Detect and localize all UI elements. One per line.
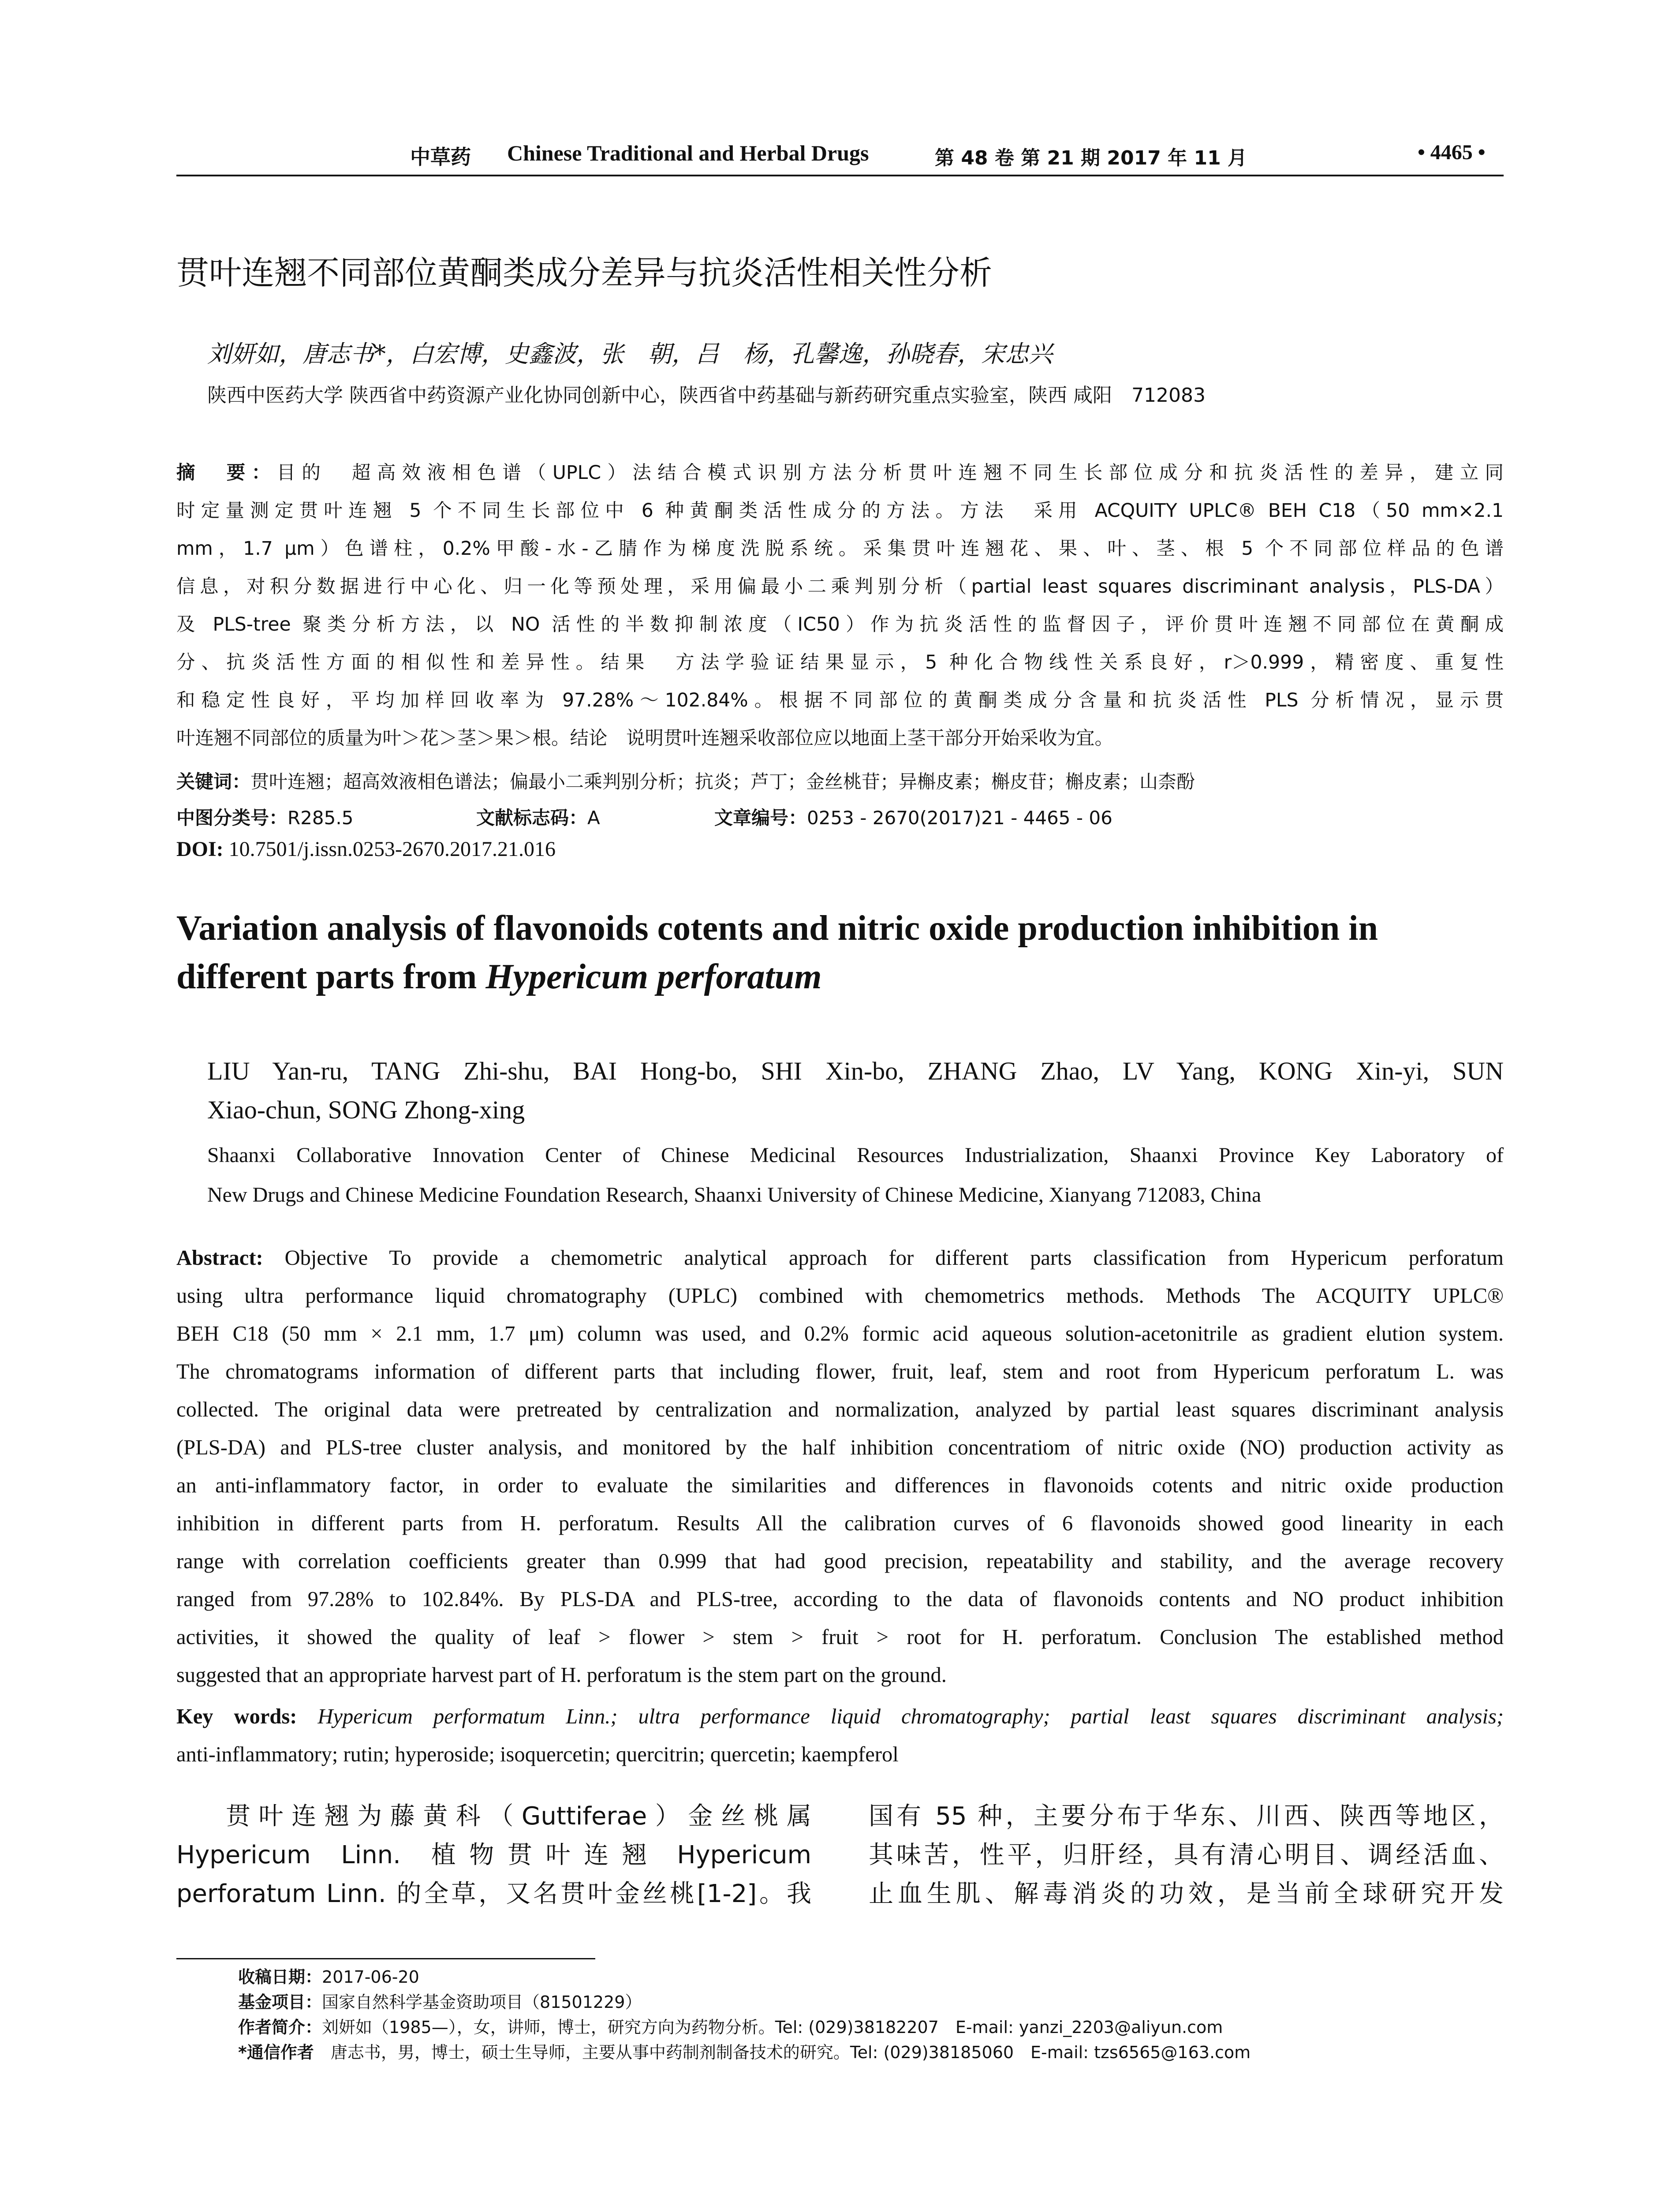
abstract-en-line: suggested that an appropriate harvest part of H. perforatum is the stem part on the ground. xyxy=(176,1663,947,1687)
abstract-cn-line: 及 PLS-tree 聚类分析方法，以 NO 活性的半数抑制浓度（IC50）作为抗炎活性的监督因子，评价贯叶连翘不同部位在黄酮成 xyxy=(176,614,1504,635)
body-line: Hypericum Linn. 植 物 贯 叶 连 翘 Hypericum xyxy=(176,1841,811,1869)
footnote-received: 收稿日期：2017-06-20 xyxy=(238,1967,419,1987)
abstract-en-line: inhibition in different parts from H. perforatum. Results All the calibration curves of 6 flavonoids showed good linearity in each xyxy=(176,1512,1504,1535)
footnote-rule xyxy=(176,1958,595,1959)
document-code: 文献标志码：A xyxy=(476,807,600,829)
affiliation-en: Shaanxi Collaborative Innovation Center of Chinese Medicinal Resources Industrialization, Shaanxi Province Key Laboratory of New Drugs and Chinese Medicine Foundation Research, Shaanxi University of Chinese Medicine, Xianyang 712083, China xyxy=(207,1144,1504,1207)
journal-name-cn: 中草药 xyxy=(410,145,471,169)
body-column-right xyxy=(869,1797,1504,1913)
abstract-cn-line: 分、抗炎活性方面的相似性和差异性。结果 方法学验证结果显示，5 种化合物线性关系良好，r＞0.999，精密度、重复性 xyxy=(176,652,1504,673)
body-line: perforatum Linn. 的全草，又名贯叶金丝桃[1-2]。我 xyxy=(176,1880,811,1908)
keywords-en: Key words: Hypericum performatum Linn.; ultra performance liquid chromatography; partial least squares discriminant analysis; anti-inflammatory; rutin; hyperoside; isoquercetin; quercitrin; quercetin; kaempferol xyxy=(176,1705,1504,1766)
abstract-cn xyxy=(176,454,1504,758)
abstract-en-line: collected. The original data were pretreated by centralization and normalization, analyzed by partial least squares discriminant analysis xyxy=(176,1398,1504,1421)
body-line: 其味苦，性平，归肝经，具有清心明目、调经活血、 xyxy=(869,1841,1504,1869)
abstract-en-line: ranged from 97.28% to 102.84%. By PLS-DA and PLS-tree, according to the data of flavonoids contents and NO product inhibition xyxy=(176,1588,1504,1611)
abstract-cn-line: mm，1.7 μm）色谱柱，0.2%甲酸-水-乙腈作为梯度洗脱系统。采集贯叶连翘花、果、叶、茎、根 5 个不同部位样品的色谱 xyxy=(176,538,1504,560)
footnotes xyxy=(238,1965,1251,2065)
abstract-en-line: an anti-inflammatory factor, in order to evaluate the similarities and differences in flavonoids cotents and nitric oxide production xyxy=(176,1474,1504,1497)
abstract-en-line: Abstract: Objective To provide a chemometric analytical approach for different parts classification from Hypericum perforatum xyxy=(176,1246,1504,1270)
abstract-cn-line: 信息，对积分数据进行中心化、归一化等预处理，采用偏最小二乘判别分析（partial least squares discriminant analysis，PLS-DA） xyxy=(176,576,1504,598)
abstract-cn-line: 摘 要：目的 超高效液相色谱（UPLC）法结合模式识别方法分析贯叶连翘不同生长部位成分和抗炎活性的差异，建立同 xyxy=(176,462,1504,484)
abstract-cn-label: 摘 要： xyxy=(176,462,277,484)
page-title-cn: 贯叶连翘不同部位黄酮类成分差异与抗炎活性相关性分析 xyxy=(176,254,992,292)
page-number: • 4465 • xyxy=(1418,141,1486,164)
page-title-en: Variation analysis of flavonoids cotents and nitric oxide production inhibition in xyxy=(176,909,1378,948)
footnote-funding: 基金项目：国家自然科学基金资助项目（81501229） xyxy=(238,1992,642,2012)
affiliation-cn: 陕西中医药大学 陕西省中药资源产业化协同创新中心，陕西省中药基础与新药研究重点实验室，陕西 咸阳 712083 xyxy=(207,384,1206,407)
abstract-cn-line: 时定量测定贯叶连翘 5 个不同生长部位中 6 种黄酮类活性成分的方法。方法 采用 ACQUITY UPLC® BEH C18（50 mm×2.1 xyxy=(176,500,1504,522)
abstract-en-label: Abstract: xyxy=(176,1246,263,1270)
body-line: 贯叶连翘为藤黄科（Guttiferae）金丝桃属 xyxy=(226,1802,811,1831)
body-column-left xyxy=(176,1797,811,1913)
body-line: 止血生肌、解毒消炎的功效，是当前全球研究开发 xyxy=(869,1880,1504,1908)
abstract-en xyxy=(176,1239,1504,1694)
doi[interactable]: DOI: 10.7501/j.issn.0253-2670.2017.21.016 xyxy=(176,837,556,861)
footnote-corresponding: *通信作者 唐志书，男，博士，硕士生导师，主要从事中药制剂制备技术的研究。Tel: (029)38185060 E-mail: tzs6565@163.com xyxy=(238,2043,1251,2062)
keywords-cn: 关键词：贯叶连翘；超高效液相色谱法；偏最小二乘判别分析；抗炎；芦丁；金丝桃苷；异槲皮素；槲皮苷；槲皮素；山柰酚 xyxy=(176,771,1195,792)
page-title-en-line2: different parts from Hypericum perforatum xyxy=(176,957,822,996)
footnote-author-bio: 作者简介：刘妍如（1985—），女，讲师，博士，研究方向为药物分析。Tel: (029)38182207 E-mail: yanzi_2203@aliyun.com xyxy=(238,2018,1223,2037)
abstract-en-line: (PLS-DA) and PLS-tree cluster analysis, and monitored by the half inhibition concentratiom of nitric oxide (NO) production activity as xyxy=(176,1436,1504,1459)
abstract-cn-line: 叶连翘不同部位的质量为叶＞花＞茎＞果＞根。结论 说明贯叶连翘采收部位应以地面上茎干部分开始采收为宜。 xyxy=(176,728,1114,749)
abstract-en-line: activities, it showed the quality of leaf > flower > stem > fruit > root for H. perforatum. Conclusion The established method xyxy=(176,1626,1504,1649)
abstract-en-line: BEH C18 (50 mm × 2.1 mm, 1.7 μm) column was used, and 0.2% formic acid aqueous solution-acetonitrile as gradient elution system. xyxy=(176,1322,1504,1345)
journal-name-en: Chinese Traditional and Herbal Drugs xyxy=(507,141,869,165)
abstract-en-line: using ultra performance liquid chromatography (UPLC) combined with chemometrics methods. Methods The ACQUITY UPLC® xyxy=(176,1284,1504,1308)
authors-cn: 刘妍如，唐志书*，白宏博，史鑫波，张 朝，吕 杨，孔馨逸，孙晓春，宋忠兴 xyxy=(207,340,1053,368)
body-line: 国有 55 种，主要分布于华东、川西、陕西等地区， xyxy=(869,1802,1504,1831)
abstract-cn-line: 和稳定性良好，平均加样回收率为 97.28%～102.84%。根据不同部位的黄酮类成分含量和抗炎活性 PLS 分析情况，显示贯 xyxy=(176,690,1504,711)
abstract-en-line: range with correlation coefficients greater than 0.999 that had good precision, repeatability and stability, and the average recovery xyxy=(176,1550,1504,1573)
header-rule xyxy=(176,175,1504,176)
authors-en: LIU Yan-ru, TANG Zhi-shu, BAI Hong-bo, SHI Xin-bo, ZHANG Zhao, LV Yang, KONG Xin-yi, SUN Xiao-chun, SONG Zhong-xing xyxy=(207,1057,1504,1124)
abstract-en-line: The chromatograms information of different parts that including flower, fruit, leaf, stem and root from Hypericum perforatum L. was xyxy=(176,1360,1504,1383)
journal-issue: 第 48 卷 第 21 期 2017 年 11 月 xyxy=(935,147,1247,169)
article-number: 文章编号：0253 - 2670(2017)21 - 4465 - 06 xyxy=(714,807,1113,829)
clc-number: 中图分类号：R285.5 xyxy=(176,807,354,829)
